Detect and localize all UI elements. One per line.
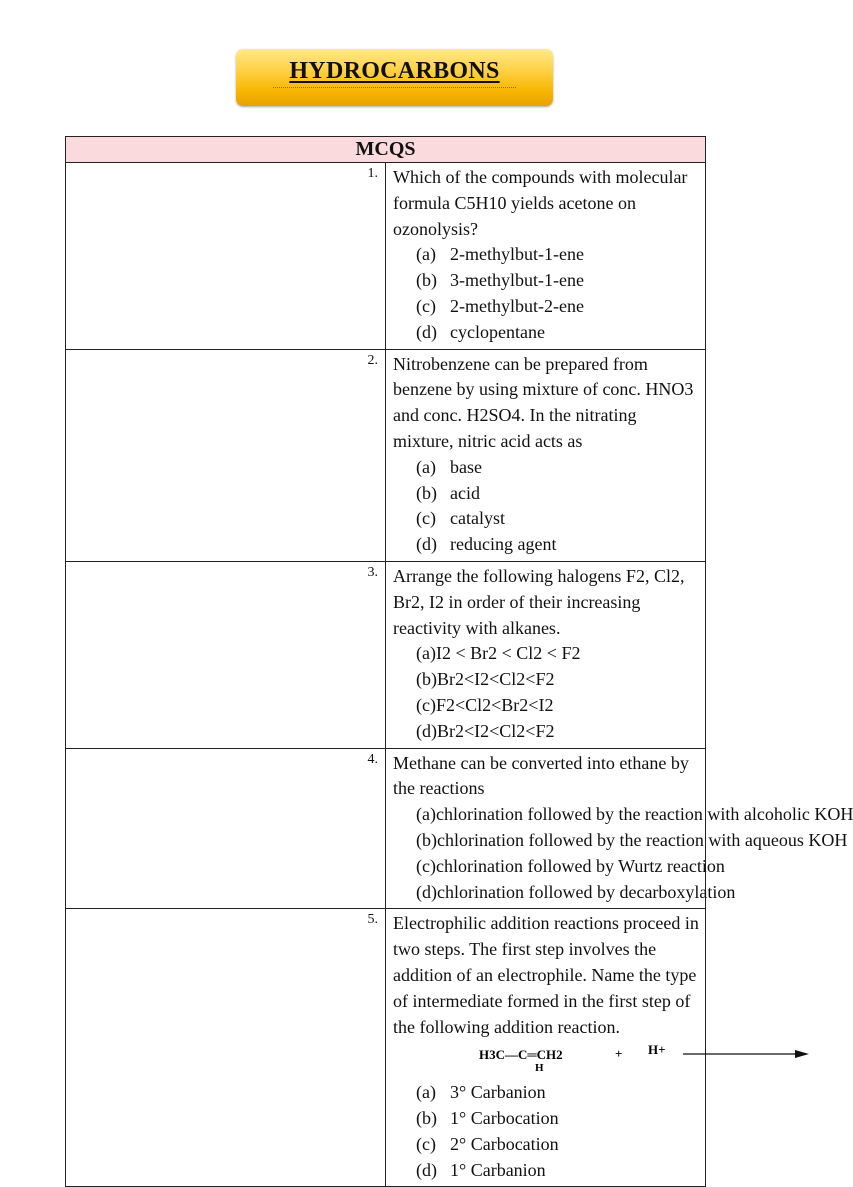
reagent-formula: H+ xyxy=(648,1042,666,1058)
question-row-5 xyxy=(66,909,706,1187)
option-a: (a) 2-methylbut-1-ene xyxy=(416,244,584,265)
question-row-4 xyxy=(66,748,706,909)
option-a: (a) 3° Carbanion xyxy=(416,1082,546,1103)
question-number: 4. xyxy=(66,748,386,909)
question-row-1 xyxy=(66,163,706,350)
option-b: (b) acid xyxy=(416,482,480,503)
option-b: (b)Br2<I2<Cl2<F2 xyxy=(416,669,555,690)
reactant-h-label: H xyxy=(535,1062,544,1075)
question-row-2 xyxy=(66,349,706,561)
reaction-svg xyxy=(393,1042,833,1080)
option-d: (d)chlorination followed by decarboxylation xyxy=(416,881,736,902)
table-header: MCQS xyxy=(66,137,706,163)
question-cell xyxy=(386,349,706,561)
title-banner xyxy=(236,49,553,106)
option-d: (d)Br2<I2<Cl2<F2 xyxy=(416,720,555,741)
reaction-equation xyxy=(393,1042,699,1080)
option-a: (a)I2 < Br2 < Cl2 < F2 xyxy=(416,643,581,664)
option-a: (a) base xyxy=(416,456,482,477)
option-a: (a)chlorination followed by the reaction with alcoholic KOH xyxy=(416,804,853,825)
question-number: 5. xyxy=(66,909,386,1187)
question-text: Methane can be converted into ethane by the reactions xyxy=(393,752,689,799)
option-d: (d) 1° Carbanion xyxy=(416,1159,546,1180)
question-cell xyxy=(386,163,706,350)
question-text: Nitrobenzene can be prepared from benzene by using mixture of conc. HNO3 and conc. H2SO4. In the nitrating mixture, nitric acid acts as xyxy=(393,353,694,451)
question-number: 3. xyxy=(66,561,386,748)
reaction-arrow-head-icon xyxy=(795,1050,809,1058)
option-b: (b) 3-methylbut-1-ene xyxy=(416,270,584,291)
reactant-formula: H3C—C═CH2 xyxy=(479,1047,563,1063)
option-c: (c) 2-methylbut-2-ene xyxy=(416,295,584,316)
question-number: 2. xyxy=(66,349,386,561)
option-c: (c) catalyst xyxy=(416,508,505,529)
page-title: HYDROCARBONS xyxy=(289,58,500,84)
question-text: Which of the compounds with molecular formula C5H10 yields acetone on ozonolysis? xyxy=(393,167,688,239)
table-header-row xyxy=(66,137,706,163)
question-text: Electrophilic addition reactions proceed in two steps. The first step involves the addition of an electrophile. Name the type of intermediate formed in the first step of the following addition reaction. xyxy=(393,913,699,1037)
option-c: (c)chlorination followed by Wurtz reaction xyxy=(416,855,725,876)
option-c: (c)F2<Cl2<Br2<I2 xyxy=(416,694,554,715)
option-b: (b)chlorination followed by the reaction with aqueous KOH xyxy=(416,829,848,850)
mcq-table xyxy=(65,136,853,1187)
question-cell xyxy=(386,909,706,1187)
option-c: (c) 2° Carbocation xyxy=(416,1133,559,1154)
question-number: 1. xyxy=(66,163,386,350)
question-row-3 xyxy=(66,561,706,748)
plus-sign: + xyxy=(615,1046,623,1062)
question-cell xyxy=(386,748,853,909)
option-b: (b) 1° Carbocation xyxy=(416,1108,559,1129)
title-dotted-rule xyxy=(273,87,516,88)
option-d: (d) cyclopentane xyxy=(416,321,545,342)
option-d: (d) reducing agent xyxy=(416,534,557,555)
question-cell xyxy=(386,561,706,748)
question-text: Arrange the following halogens F2, Cl2, Br2, I2 in order of their increasing reactivity with alkanes. xyxy=(393,565,685,638)
